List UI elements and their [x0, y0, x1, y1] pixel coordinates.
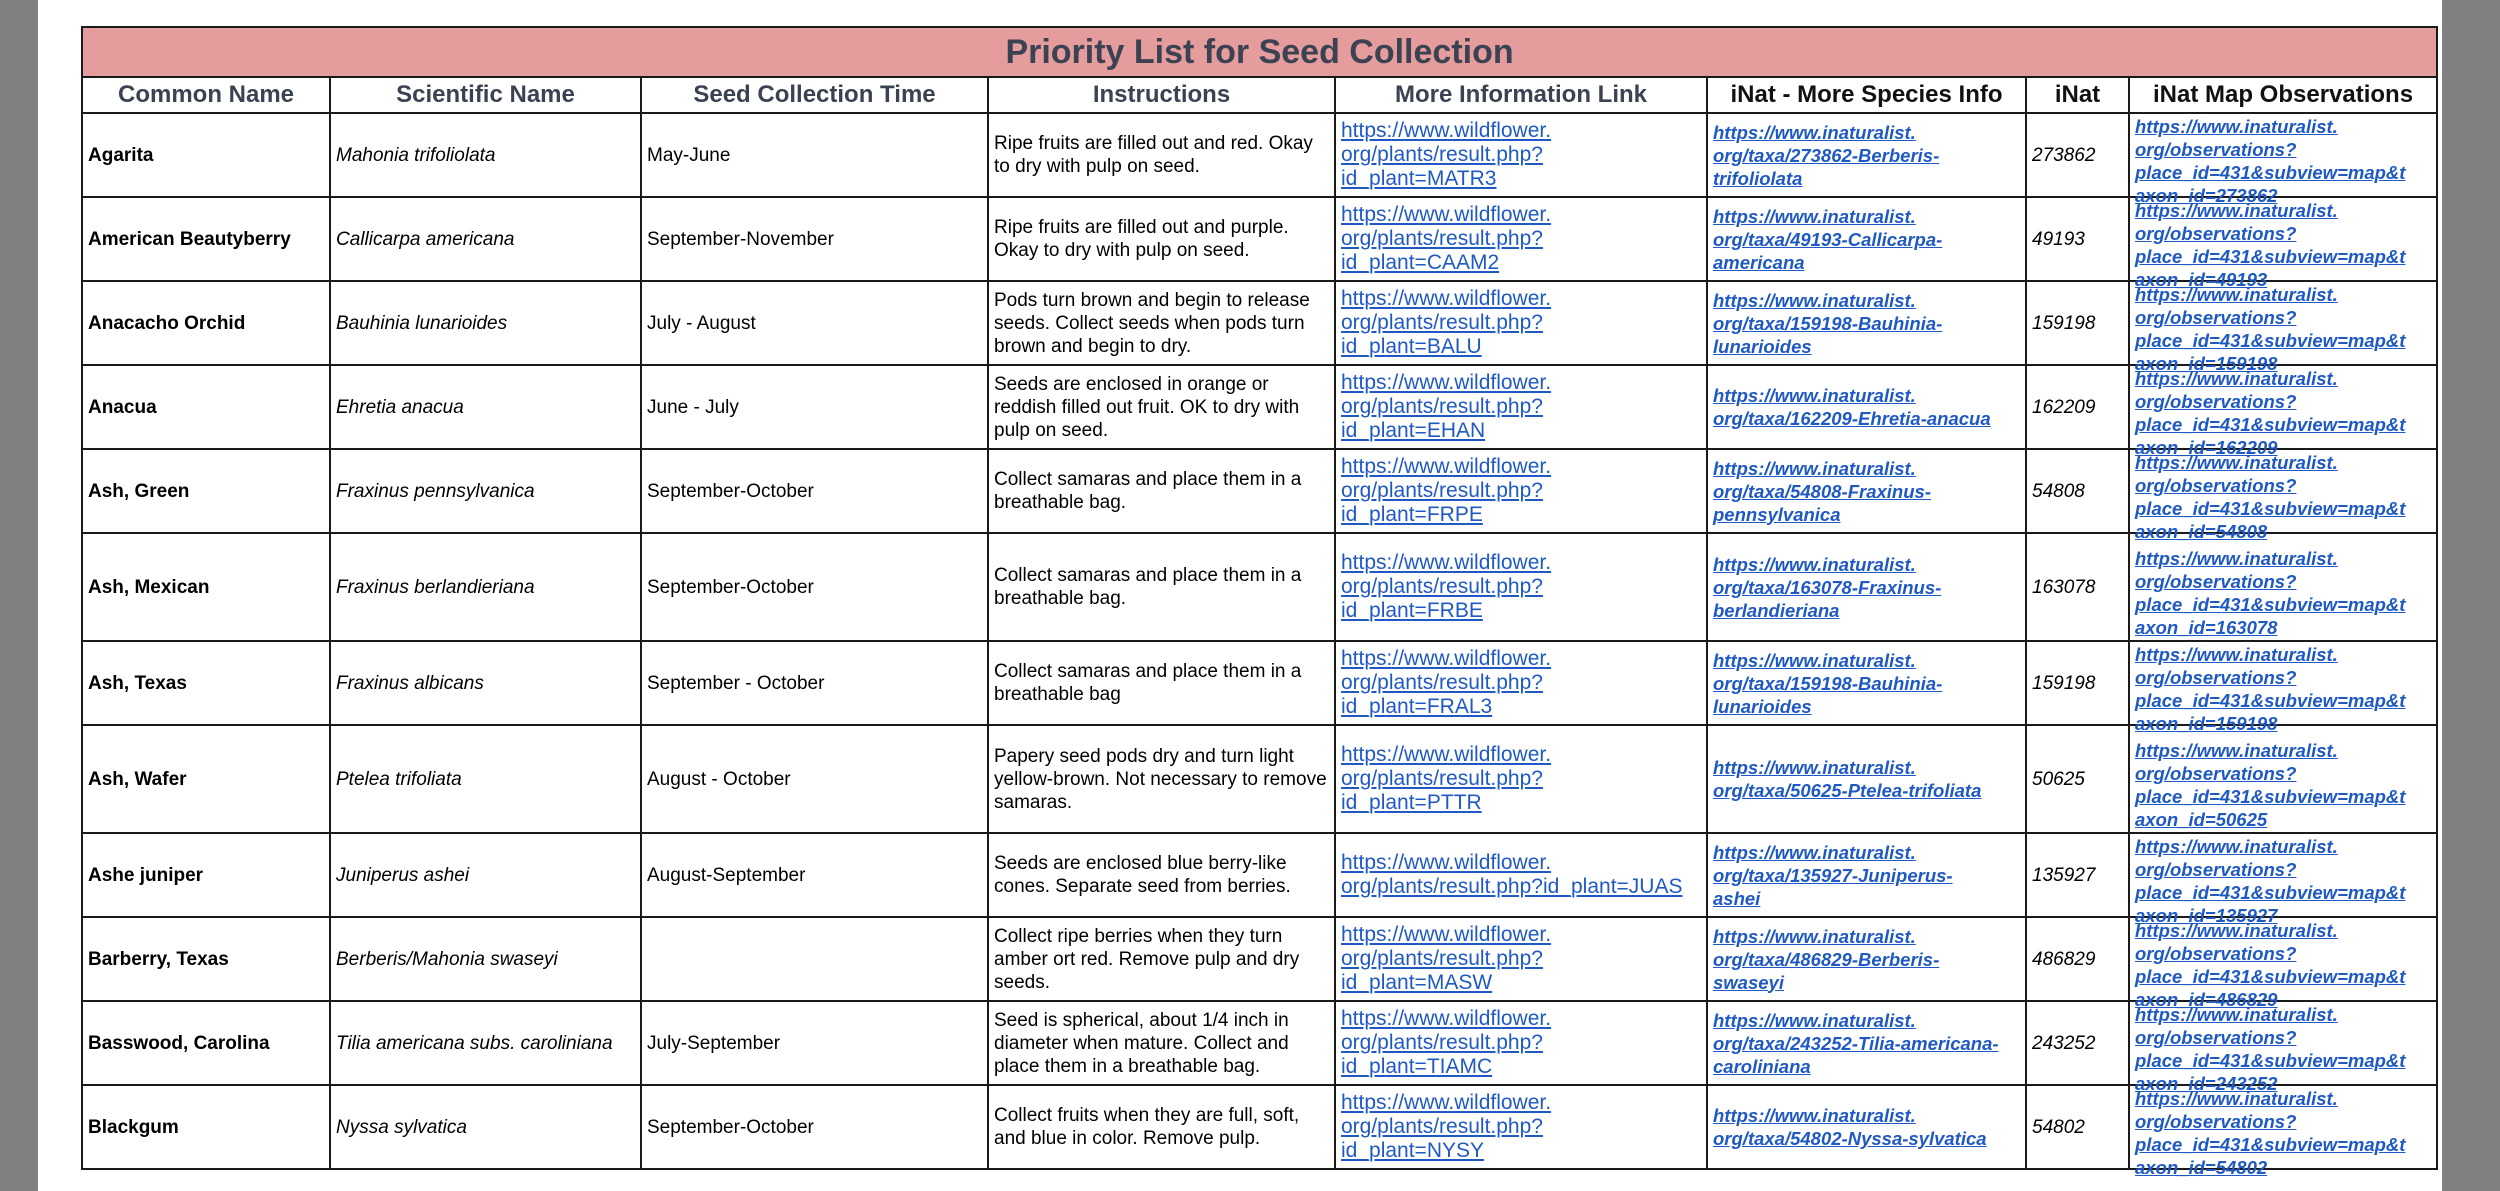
cell-common-name: American Beautyberry: [82, 197, 330, 281]
link-text-line: https://www.wildflower.: [1341, 1007, 1552, 1030]
link-text-line: https://www.inaturalist.: [2135, 548, 2338, 569]
inat-map-link[interactable]: [2135, 739, 2431, 831]
table-row: [82, 917, 2437, 1001]
cell-collection-time: September-October: [641, 533, 988, 641]
cell-inat-id: 159198: [2026, 641, 2129, 725]
link-text-line: org/observations?: [2135, 139, 2297, 160]
cell-scientific-name: Nyssa sylvatica: [330, 1085, 641, 1169]
wildflower-link[interactable]: [1341, 551, 1701, 623]
cell-scientific-name: Mahonia trifoliolata: [330, 113, 641, 197]
link-text-line: https://www.inaturalist.: [1713, 457, 1916, 479]
cell-wildflower-link: [1335, 197, 1707, 281]
link-text-line: https://www.inaturalist.: [1713, 1105, 1916, 1126]
table-row: [82, 365, 2437, 449]
link-text-line: org/taxa/49193-Callicarpa-: [1713, 228, 1943, 250]
cell-inat-species-link: [1707, 725, 2026, 833]
link-text-line: org/plants/result.php?: [1341, 143, 1543, 166]
header-seed-collection-time: Seed Collection Time: [641, 77, 988, 113]
link-text-line: https://www.inaturalist.: [1713, 1009, 1916, 1031]
link-text-line: id_plant=MASW: [1341, 971, 1493, 994]
header-inat-species-info: iNat - More Species Info: [1707, 77, 2026, 113]
cell-instructions: Pods turn brown and begin to release seeds. Collect seeds when pods turn brown and begin to dry.: [988, 281, 1335, 365]
link-text-line: place_id=431&subview=map&t: [2135, 690, 2406, 711]
cell-inat-id: 243252: [2026, 1001, 2129, 1085]
link-text-line: org/observations?: [2135, 763, 2297, 784]
link-text-line: org/observations?: [2135, 307, 2297, 328]
cell-common-name: Anacacho Orchid: [82, 281, 330, 365]
inat-map-link[interactable]: [2135, 115, 2431, 207]
inat-map-link[interactable]: [2135, 547, 2431, 639]
header-inat: iNat: [2026, 77, 2129, 113]
link-text-line: https://www.inaturalist.: [1713, 121, 1916, 143]
inat-species-link[interactable]: [1713, 1009, 2020, 1078]
cell-collection-time: June - July: [641, 365, 988, 449]
cell-inat-id: 50625: [2026, 725, 2129, 833]
wildflower-link[interactable]: [1341, 455, 1701, 527]
cell-inat-map-link: [2129, 725, 2437, 833]
link-text-line: place_id=431&subview=map&t: [2135, 594, 2406, 615]
cell-inat-map-link: [2129, 1001, 2437, 1094]
inat-species-link[interactable]: [1713, 121, 2020, 190]
cell-inat-id: 273862: [2026, 113, 2129, 197]
link-text-line: https://www.wildflower.: [1341, 119, 1552, 142]
inat-species-link[interactable]: [1713, 553, 2020, 622]
cell-wildflower-link: [1335, 917, 1707, 1001]
header-common-name: Common Name: [82, 77, 330, 113]
link-text-line: axon_id=159198: [2135, 713, 2278, 734]
cell-scientific-name: Fraxinus pennsylvanica: [330, 449, 641, 533]
link-text-line: pennsylvanica: [1713, 503, 1841, 525]
link-text-line: org/observations?: [2135, 1027, 2297, 1048]
inat-map-link[interactable]: [2135, 643, 2431, 735]
link-text-line: lunarioides: [1713, 335, 1812, 357]
cell-scientific-name: Ptelea trifoliata: [330, 725, 641, 833]
link-text-line: org/plants/result.php?: [1341, 671, 1543, 694]
link-text-line: org/taxa/50625-Ptelea-trifoliata: [1713, 780, 1982, 801]
table-row: [82, 281, 2437, 365]
link-text-line: id_plant=PTTR: [1341, 791, 1482, 814]
link-text-line: org/observations?: [2135, 475, 2297, 496]
cell-inat-id: 49193: [2026, 197, 2129, 281]
wildflower-link[interactable]: [1341, 203, 1701, 275]
link-text-line: org/taxa/54802-Nyssa-sylvatica: [1713, 1128, 1987, 1149]
cell-collection-time: August - October: [641, 725, 988, 833]
inat-species-link[interactable]: [1713, 925, 2020, 994]
table-title: Priority List for Seed Collection: [82, 27, 2437, 77]
header-scientific-name: Scientific Name: [330, 77, 641, 113]
cell-inat-species-link: [1707, 197, 2026, 281]
cell-inat-id: 159198: [2026, 281, 2129, 365]
cell-inat-species-link: [1707, 1001, 2026, 1085]
wildflower-link[interactable]: [1341, 743, 1701, 815]
cell-wildflower-link: [1335, 1085, 1707, 1169]
cell-inat-map-link: [2129, 281, 2437, 374]
inat-map-link[interactable]: [2135, 451, 2431, 543]
link-text-line: https://www.wildflower.: [1341, 287, 1552, 310]
link-text-line: https://www.inaturalist.: [2135, 920, 2338, 941]
link-text-line: https://www.inaturalist.: [2135, 284, 2338, 305]
inat-species-link[interactable]: [1713, 1104, 2020, 1150]
cell-instructions: Ripe fruits are filled out and red. Okay to dry with pulp on seed.: [988, 113, 1335, 197]
link-text-line: place_id=431&subview=map&t: [2135, 498, 2406, 519]
link-text-line: place_id=431&subview=map&t: [2135, 162, 2406, 183]
cell-common-name: Ash, Wafer: [82, 725, 330, 833]
link-text-line: https://www.inaturalist.: [2135, 368, 2338, 389]
link-text-line: place_id=431&subview=map&t: [2135, 1134, 2406, 1155]
link-text-line: org/observations?: [2135, 667, 2297, 688]
cell-collection-time: August-September: [641, 833, 988, 917]
link-text-line: https://www.inaturalist.: [1713, 385, 1916, 406]
link-text-line: americana: [1713, 251, 1805, 273]
cell-inat-species-link: [1707, 917, 2026, 1001]
link-text-line: https://www.inaturalist.: [2135, 644, 2338, 665]
link-text-line: org/taxa/159198-Bauhinia-: [1713, 312, 1943, 334]
cell-collection-time: May-June: [641, 113, 988, 197]
link-text-line: https://www.inaturalist.: [2135, 1088, 2338, 1109]
link-text-line: axon_id=162209: [2135, 437, 2278, 458]
link-text-line: https://www.inaturalist.: [1713, 205, 1916, 227]
link-text-line: org/taxa/486829-Berberis-: [1713, 948, 1940, 970]
inat-species-link[interactable]: [1713, 841, 2020, 910]
wildflower-link[interactable]: [1341, 923, 1701, 995]
link-text-line: id_plant=EHAN: [1341, 419, 1486, 442]
cell-common-name: Agarita: [82, 113, 330, 197]
link-text-line: https://www.inaturalist.: [2135, 452, 2338, 473]
cell-instructions: Collect samaras and place them in a breathable bag: [988, 641, 1335, 725]
cell-inat-map-link: [2129, 917, 2437, 1010]
link-text-line: https://www.inaturalist.: [1713, 757, 1916, 778]
table-row: [82, 1001, 2437, 1085]
link-text-line: https://www.wildflower.: [1341, 647, 1552, 670]
link-text-line: axon_id=243252: [2135, 1073, 2278, 1094]
inat-map-link[interactable]: [2135, 1003, 2431, 1095]
link-text-line: swaseyi: [1713, 971, 1784, 993]
cell-inat-id: 54802: [2026, 1085, 2129, 1169]
cell-inat-map-link: [2129, 197, 2437, 290]
cell-inat-id: 135927: [2026, 833, 2129, 917]
cell-wildflower-link: [1335, 281, 1707, 365]
table-row: [82, 725, 2437, 833]
link-text-line: axon_id=54808: [2135, 521, 2268, 542]
cell-inat-species-link: [1707, 281, 2026, 365]
table-row: [82, 1085, 2437, 1169]
cell-common-name: Ash, Texas: [82, 641, 330, 725]
link-text-line: org/observations?: [2135, 1111, 2297, 1132]
link-text-line: https://www.inaturalist.: [1713, 649, 1916, 671]
cell-wildflower-link: [1335, 113, 1707, 197]
cell-wildflower-link: [1335, 533, 1707, 641]
link-text-line: https://www.inaturalist.: [2135, 1004, 2338, 1025]
link-text-line: axon_id=135927: [2135, 905, 2278, 926]
link-text-line: place_id=431&subview=map&t: [2135, 1050, 2406, 1071]
cell-inat-species-link: [1707, 449, 2026, 533]
inat-species-link[interactable]: [1713, 649, 2020, 718]
link-text-line: org/plants/result.php?: [1341, 395, 1543, 418]
link-text-line: org/taxa/54808-Fraxinus-: [1713, 480, 1931, 502]
inat-species-link[interactable]: [1713, 756, 2020, 802]
link-text-line: org/observations?: [2135, 223, 2297, 244]
link-text-line: https://www.inaturalist.: [2135, 116, 2338, 137]
cell-inat-map-link: [2129, 533, 2437, 641]
cell-wildflower-link: [1335, 833, 1707, 917]
link-text-line: axon_id=50625: [2135, 809, 2268, 830]
cell-scientific-name: Fraxinus berlandieriana: [330, 533, 641, 641]
link-text-line: axon_id=273862: [2135, 185, 2278, 206]
link-text-line: org/plants/result.php?id_plant=JUAS: [1341, 875, 1683, 898]
cell-instructions: Collect ripe berries when they turn amber ort red. Remove pulp and dry seeds.: [988, 917, 1335, 1001]
cell-collection-time: July - August: [641, 281, 988, 365]
wildflower-link[interactable]: [1341, 371, 1701, 443]
link-text-line: org/taxa/273862-Berberis-: [1713, 144, 1940, 166]
cell-inat-species-link: [1707, 113, 2026, 197]
cell-instructions: Seed is spherical, about 1/4 inch in diameter when mature. Collect and place them in a breathable bag.: [988, 1001, 1335, 1085]
cell-inat-map-link: [2129, 833, 2437, 926]
link-text-line: org/observations?: [2135, 571, 2297, 592]
cell-wildflower-link: [1335, 641, 1707, 725]
cell-collection-time: September-November: [641, 197, 988, 281]
link-text-line: org/plants/result.php?: [1341, 947, 1543, 970]
wildflower-link[interactable]: [1341, 1091, 1701, 1163]
cell-common-name: Ash, Mexican: [82, 533, 330, 641]
link-text-line: place_id=431&subview=map&t: [2135, 246, 2406, 267]
header-row: [82, 77, 2437, 113]
link-text-line: org/plants/result.php?: [1341, 575, 1543, 598]
cell-inat-species-link: [1707, 533, 2026, 641]
link-text-line: org/taxa/159198-Bauhinia-: [1713, 672, 1943, 694]
link-text-line: https://www.wildflower.: [1341, 1091, 1552, 1114]
cell-common-name: Barberry, Texas: [82, 917, 330, 1001]
link-text-line: org/plants/result.php?: [1341, 227, 1543, 250]
link-text-line: berlandieriana: [1713, 599, 1840, 621]
link-text-line: org/taxa/243252-Tilia-americana-: [1713, 1032, 1999, 1054]
link-text-line: place_id=431&subview=map&t: [2135, 882, 2406, 903]
link-text-line: https://www.inaturalist.: [1713, 841, 1916, 863]
wildflower-link[interactable]: [1341, 287, 1701, 359]
cell-common-name: Basswood, Carolina: [82, 1001, 330, 1085]
cell-inat-map-link: [2129, 449, 2437, 542]
inat-map-link[interactable]: [2135, 367, 2431, 459]
link-text-line: https://www.wildflower.: [1341, 455, 1552, 478]
wildflower-link[interactable]: [1341, 1007, 1701, 1079]
cell-inat-species-link: [1707, 833, 2026, 917]
link-text-line: ashei: [1713, 887, 1761, 909]
link-text-line: org/plants/result.php?: [1341, 311, 1543, 334]
link-text-line: id_plant=TIAMC: [1341, 1055, 1493, 1078]
cell-wildflower-link: [1335, 449, 1707, 533]
table-row: [82, 833, 2437, 917]
link-text-line: id_plant=NYSY: [1341, 1139, 1485, 1162]
cell-inat-id: 163078: [2026, 533, 2129, 641]
link-text-line: org/plants/result.php?: [1341, 1115, 1543, 1138]
cell-instructions: Seeds are enclosed in orange or reddish filled out fruit. OK to dry with pulp on seed.: [988, 365, 1335, 449]
link-text-line: caroliniana: [1713, 1055, 1811, 1077]
link-text-line: https://www.inaturalist.: [1713, 553, 1916, 575]
link-text-line: id_plant=FRPE: [1341, 503, 1483, 526]
link-text-line: axon_id=49193: [2135, 269, 2268, 290]
header-instructions: Instructions: [988, 77, 1335, 113]
cell-collection-time: July-September: [641, 1001, 988, 1085]
header-more-info-link: More Information Link: [1335, 77, 1707, 113]
link-text-line: org/taxa/162209-Ehretia-anacua: [1713, 408, 1991, 429]
cell-scientific-name: Tilia americana subs. caroliniana: [330, 1001, 641, 1085]
link-text-line: axon_id=486829: [2135, 989, 2278, 1010]
cell-collection-time: September - October: [641, 641, 988, 725]
link-text-line: https://www.wildflower.: [1341, 851, 1552, 874]
link-text-line: org/taxa/135927-Juniperus-: [1713, 864, 1953, 886]
cell-common-name: Ash, Green: [82, 449, 330, 533]
link-text-line: org/plants/result.php?: [1341, 767, 1543, 790]
link-text-line: org/taxa/163078-Fraxinus-: [1713, 576, 1942, 598]
cell-wildflower-link: [1335, 725, 1707, 833]
cell-common-name: Blackgum: [82, 1085, 330, 1169]
inat-map-link[interactable]: [2135, 283, 2431, 375]
cell-inat-id: 54808: [2026, 449, 2129, 533]
cell-scientific-name: Juniperus ashei: [330, 833, 641, 917]
cell-inat-species-link: [1707, 641, 2026, 725]
cell-inat-map-link: [2129, 365, 2437, 458]
link-text-line: https://www.inaturalist.: [2135, 200, 2338, 221]
table-row: [82, 641, 2437, 725]
seed-collection-table: [81, 26, 2438, 1178]
wildflower-link[interactable]: [1341, 647, 1701, 719]
link-text-line: axon_id=159198: [2135, 353, 2278, 374]
cell-scientific-name: Callicarpa americana: [330, 197, 641, 281]
link-text-line: https://www.wildflower.: [1341, 743, 1552, 766]
inat-map-link[interactable]: [2135, 835, 2431, 927]
link-text-line: axon_id=54802: [2135, 1157, 2268, 1178]
link-text-line: id_plant=CAAM2: [1341, 251, 1500, 274]
cell-instructions: Seeds are enclosed blue berry-like cones. Separate seed from berries.: [988, 833, 1335, 917]
link-text-line: org/observations?: [2135, 859, 2297, 880]
link-text-line: place_id=431&subview=map&t: [2135, 330, 2406, 351]
link-text-line: place_id=431&subview=map&t: [2135, 786, 2406, 807]
cell-inat-species-link: [1707, 365, 2026, 449]
cell-collection-time: September-October: [641, 1085, 988, 1169]
table-row: [82, 197, 2437, 281]
inat-species-link[interactable]: [1713, 457, 2020, 526]
document-page: [38, 0, 2442, 1191]
cell-scientific-name: Bauhinia lunarioides: [330, 281, 641, 365]
inat-map-link[interactable]: [2135, 1087, 2431, 1179]
link-text-line: id_plant=FRBE: [1341, 599, 1483, 622]
link-text-line: axon_id=163078: [2135, 617, 2278, 638]
cell-inat-map-link: [2129, 1085, 2437, 1178]
link-text-line: https://www.wildflower.: [1341, 923, 1552, 946]
cell-inat-map-link: [2129, 113, 2437, 206]
cell-collection-time: [641, 917, 988, 1001]
cell-common-name: Ashe juniper: [82, 833, 330, 917]
link-text-line: https://www.inaturalist.: [1713, 925, 1916, 947]
cell-collection-time: September-October: [641, 449, 988, 533]
wildflower-link[interactable]: [1341, 119, 1701, 191]
cell-inat-id: 486829: [2026, 917, 2129, 1001]
cell-instructions: Collect samaras and place them in a breathable bag.: [988, 449, 1335, 533]
wildflower-link[interactable]: [1341, 851, 1701, 899]
link-text-line: id_plant=FRAL3: [1341, 695, 1493, 718]
header-inat-map: iNat Map Observations: [2129, 77, 2437, 113]
inat-species-link[interactable]: [1713, 289, 2020, 358]
link-text-line: place_id=431&subview=map&t: [2135, 414, 2406, 435]
link-text-line: https://www.inaturalist.: [1713, 289, 1916, 311]
cell-inat-map-link: [2129, 641, 2437, 734]
cell-instructions: Ripe fruits are filled out and purple. Okay to dry with pulp on seed.: [988, 197, 1335, 281]
link-text-line: org/plants/result.php?: [1341, 1031, 1543, 1054]
cell-instructions: Papery seed pods dry and turn light yellow-brown. Not necessary to remove samaras.: [988, 725, 1335, 833]
inat-map-link[interactable]: [2135, 919, 2431, 1011]
cell-scientific-name: Berberis/Mahonia swaseyi: [330, 917, 641, 1001]
link-text-line: id_plant=BALU: [1341, 335, 1482, 358]
cell-scientific-name: Fraxinus albicans: [330, 641, 641, 725]
inat-species-link[interactable]: [1713, 205, 2020, 274]
table-row: [82, 533, 2437, 641]
link-text-line: https://www.wildflower.: [1341, 371, 1552, 394]
table-row: [82, 449, 2437, 533]
cell-inat-id: 162209: [2026, 365, 2129, 449]
cell-instructions: Collect samaras and place them in a breathable bag.: [988, 533, 1335, 641]
link-text-line: lunarioides: [1713, 695, 1812, 717]
link-text-line: org/plants/result.php?: [1341, 479, 1543, 502]
cell-wildflower-link: [1335, 1001, 1707, 1085]
link-text-line: https://www.inaturalist.: [2135, 836, 2338, 857]
link-text-line: org/observations?: [2135, 391, 2297, 412]
link-text-line: https://www.wildflower.: [1341, 203, 1552, 226]
inat-map-link[interactable]: [2135, 199, 2431, 291]
link-text-line: trifoliolata: [1713, 167, 1803, 189]
link-text-line: https://www.wildflower.: [1341, 551, 1552, 574]
cell-scientific-name: Ehretia anacua: [330, 365, 641, 449]
link-text-line: id_plant=MATR3: [1341, 167, 1497, 190]
cell-common-name: Anacua: [82, 365, 330, 449]
cell-instructions: Collect fruits when they are full, soft, and blue in color. Remove pulp.: [988, 1085, 1335, 1169]
link-text-line: org/observations?: [2135, 943, 2297, 964]
cell-inat-species-link: [1707, 1085, 2026, 1169]
table-row: [82, 113, 2437, 197]
link-text-line: place_id=431&subview=map&t: [2135, 966, 2406, 987]
inat-species-link[interactable]: [1713, 384, 2020, 430]
cell-wildflower-link: [1335, 365, 1707, 449]
link-text-line: https://www.inaturalist.: [2135, 740, 2338, 761]
